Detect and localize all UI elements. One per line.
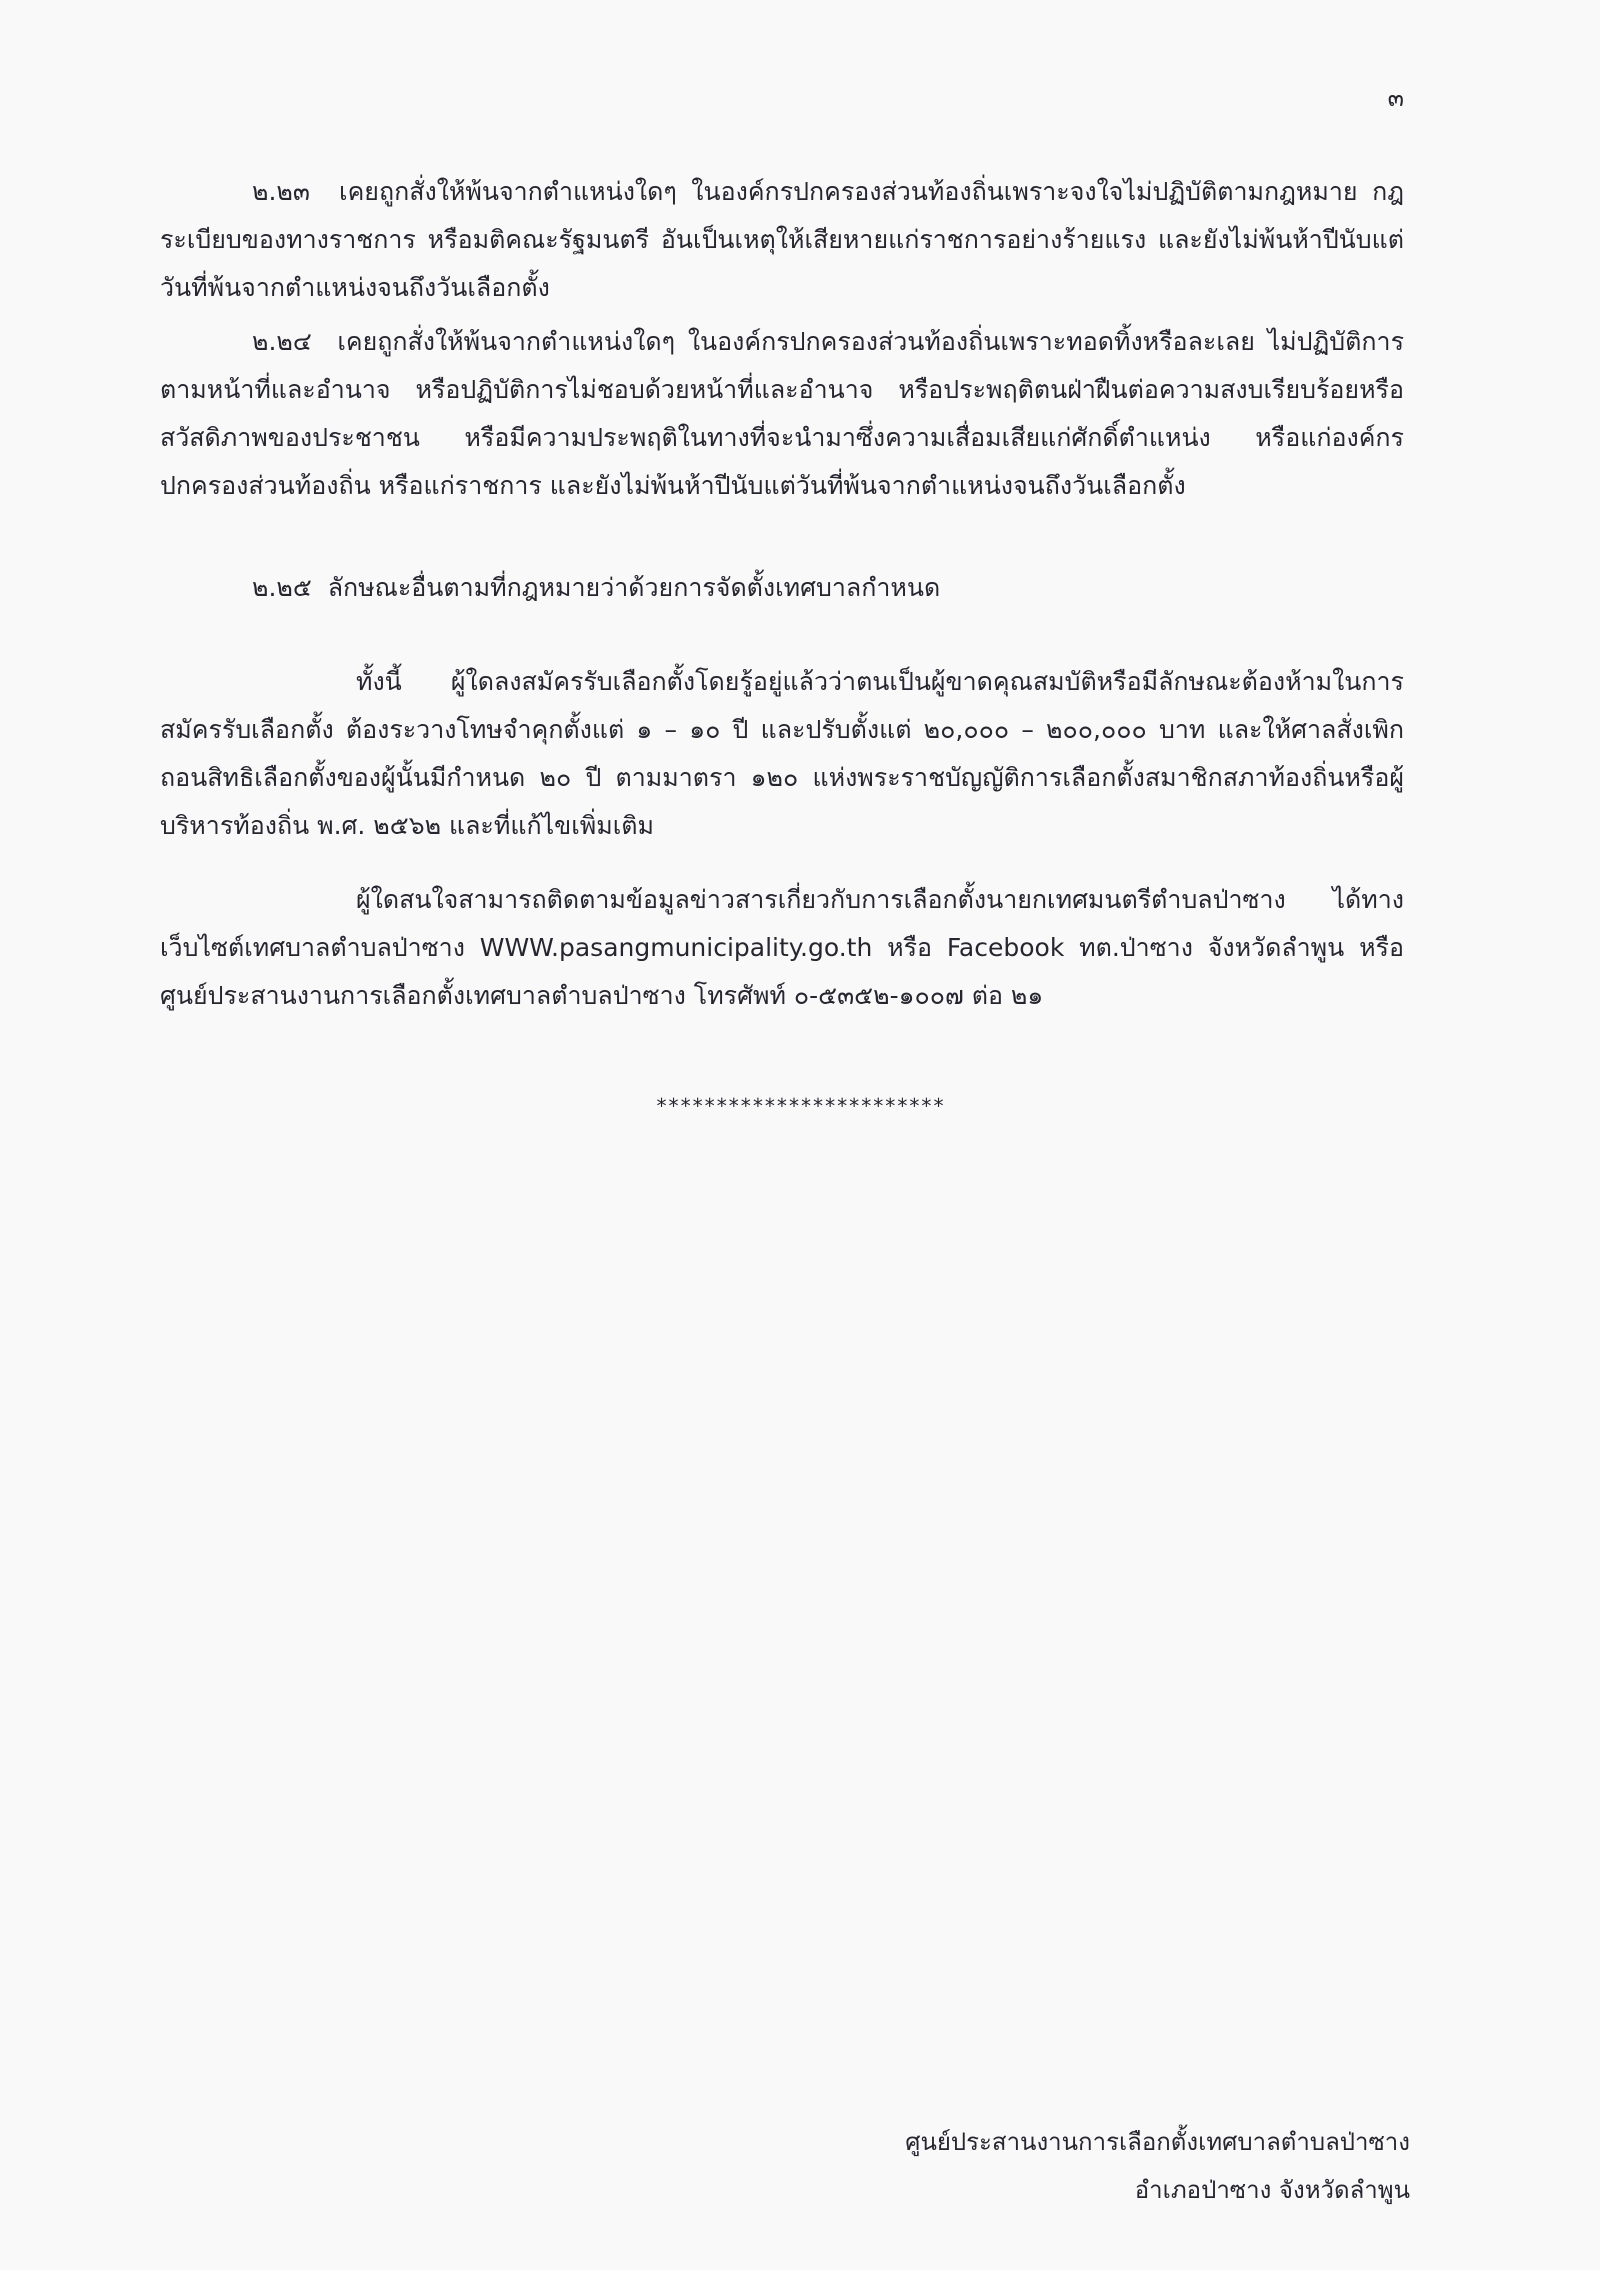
info-paragraph: ผู้ใดสนใจสามารถติดตามข้อมูลข่าวสารเกี่ยวกับการเลือกตั้งนายกเทศมนตรีตำบลป่าซาง ได้ทางเว็บไซต์เทศบาลตำบลป่าซาง WWW.pasangmunicipality.go.th หรือ Facebook ทต.ป่าซาง จังหวัดลำพูน หรือศูนย์ประสานงานการเลือกตั้งเทศบาลตำบลป่าซาง โทรศัพท์ ๐-๕๓๕๒-๑๐๐๗ ต่อ ๒๑: [160, 885, 1404, 1010]
page-number: ๓: [1387, 84, 1404, 112]
penalty-paragraph: ทั้งนี้ ผู้ใดลงสมัครรับเลือกตั้งโดยรู้อยู่แล้วว่าตนเป็นผู้ขาดคุณสมบัติหรือมีลักษณะต้องห้ามในการสมัครรับเลือกตั้ง ต้องระวางโทษจำคุกตั้งแต่ ๑ – ๑๐ ปี และปรับตั้งแต่ ๒๐,๐๐๐ – ๒๐๐,๐๐๐ บาท และให้ศาลสั่งเพิกถอนสิทธิเลือกตั้งของผู้นั้นมีกำหนด ๒๐ ปี ตามมาตรา ๑๒๐ แห่งพระราชบัญญัติการเลือกตั้งสมาชิกสภาท้องถิ่นหรือผู้บริหารท้องถิ่น พ.ศ. ๒๕๖๒ และที่แก้ไขเพิ่มเติม: [160, 667, 1404, 840]
clause-2-25: [160, 564, 1404, 612]
clause-number: ๒.๒๔: [252, 327, 312, 356]
clause-2-23: [160, 168, 1404, 312]
clause-2-24: [160, 318, 1404, 510]
clause-text: เคยถูกสั่งให้พ้นจากตำแหน่งใดๆ ในองค์กรปกครองส่วนท้องถิ่นเพราะทอดทิ้งหรือละเลย ไม่ปฏิบัติการตามหน้าที่และอำนาจ หรือปฏิบัติการไม่ชอบด้วยหน้าที่และอำนาจ หรือประพฤติตนฝ่าฝืนต่อความสงบเรียบร้อยหรือสวัสดิภาพของประชาชน หรือมีความประพฤติในทางที่จะนำมาซึ่งความเสื่อมเสียแก่ศักดิ์ตำแหน่ง หรือแก่องค์กรปกครองส่วนท้องถิ่น หรือแก่ราชการ และยังไม่พ้นห้าปีนับแต่วันที่พ้นจากตำแหน่งจนถึงวันเลือกตั้ง: [160, 327, 1404, 500]
clause-text: ลักษณะอื่นตามที่กฎหมายว่าด้วยการจัดตั้งเทศบาลกำหนด: [327, 573, 941, 602]
signature-office: ศูนย์ประสานงานการเลือกตั้งเทศบาลตำบลป่าซาง: [905, 2128, 1410, 2156]
clause-number: ๒.๒๕: [252, 573, 312, 602]
signature-district: อำเภอป่าซาง จังหวัดลำพูน: [1134, 2176, 1410, 2204]
clause-number: ๒.๒๓: [252, 177, 310, 206]
clause-text: เคยถูกสั่งให้พ้นจากตำแหน่งใดๆ ในองค์กรปกครองส่วนท้องถิ่นเพราะจงใจไม่ปฏิบัติตามกฎหมาย กฎ ระเบียบของทางราชการ หรือมติคณะรัฐมนตรี อันเป็นเหตุให้เสียหายแก่ราชการอย่างร้ายแรง และยังไม่พ้นห้าปีนับแต่วันที่พ้นจากตำแหน่งจนถึงวันเลือกตั้ง: [160, 177, 1404, 302]
section-separator: ************************: [655, 1094, 945, 1118]
